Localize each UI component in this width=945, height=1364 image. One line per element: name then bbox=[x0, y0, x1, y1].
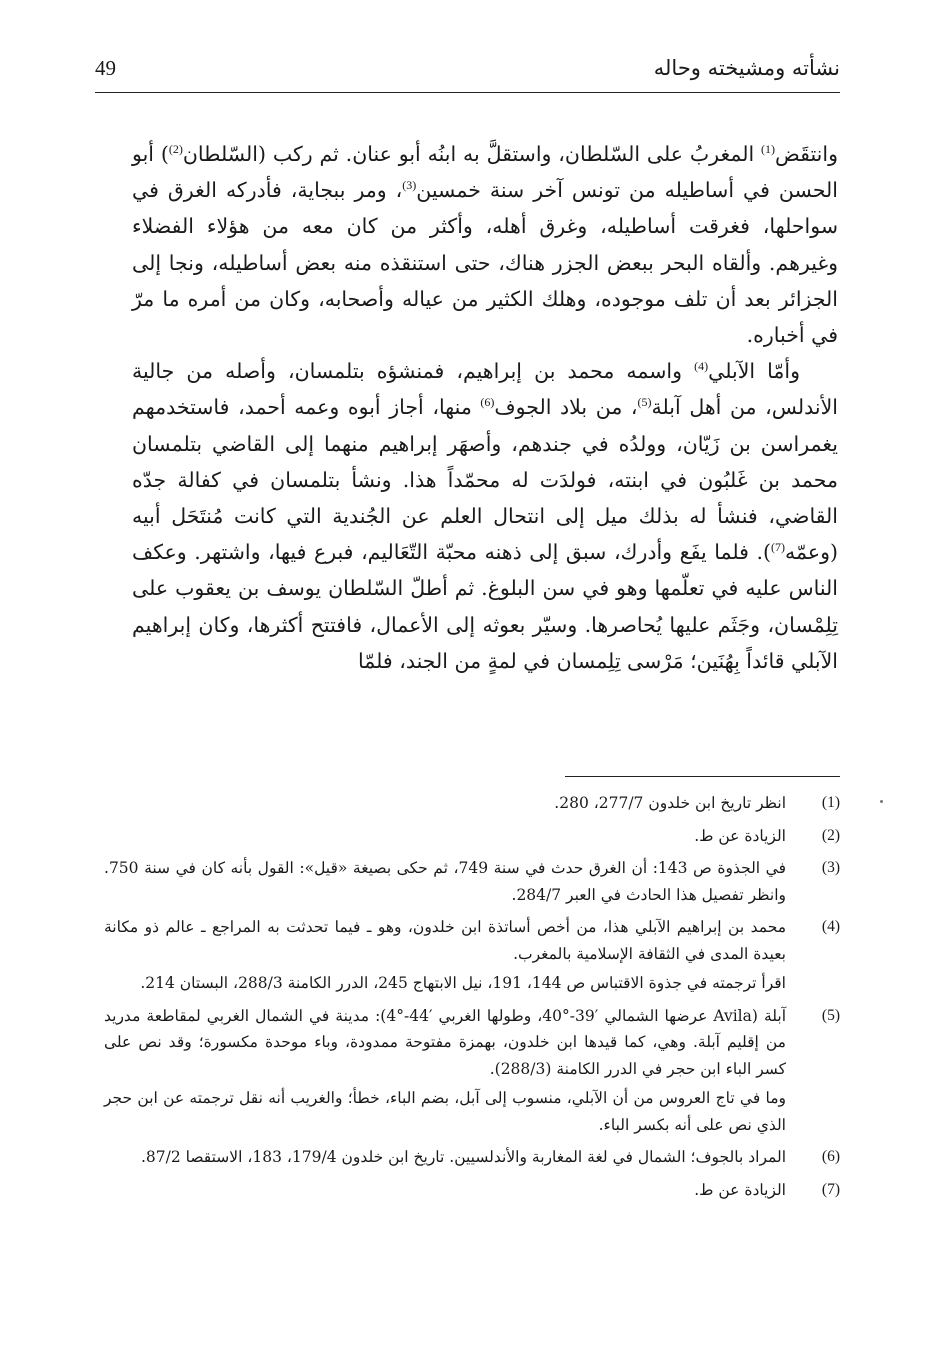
footnote-text: الزيادة عن ط. bbox=[694, 826, 786, 845]
footnote-number: (6) bbox=[821, 1148, 840, 1165]
footnote-text: محمد بن إبراهيم الآبلي هذا، من أخص أساتذة ابن خلدون، وهو ـ فيما تحدثت به المراجع ـ عالم ذو مكانة بعيدة المدى في الثقافة الإسلامية بالمغرب. bbox=[104, 918, 786, 963]
scan-speck bbox=[880, 800, 883, 803]
footnote-body bbox=[104, 823, 786, 850]
footnote-number: (3) bbox=[821, 859, 840, 876]
footnote-text: في الجذوة ص 143: أن الغرق حدث في سنة 749، ثم حكى بصيغة «قيل»: القول بأنه كان في سنة 750. وانظر تفصيل هذا الحادث في العبر 284/7. bbox=[104, 859, 786, 904]
footnote-marker: (6) bbox=[480, 395, 495, 410]
text-run: ، من بلاد الجوف bbox=[494, 395, 638, 420]
body-paragraph bbox=[132, 136, 838, 353]
footnote-number: (1) bbox=[821, 794, 840, 811]
footnote-item bbox=[104, 914, 840, 997]
text-run: المغربُ على السّلطان، واستقلَّ به ابنُه أبو عنان. ثم ركب (السّلطان bbox=[182, 142, 762, 166]
text-run: ) أبو الحسن في أساطيله من تونس آخر سنة خمسين bbox=[132, 142, 838, 203]
footnote-item bbox=[104, 1177, 840, 1204]
footnote-number: (4) bbox=[821, 918, 840, 935]
footnote-marker: (5) bbox=[637, 395, 652, 410]
footnote-body bbox=[104, 1144, 786, 1171]
text-run: وأمّا الآبلي bbox=[708, 359, 800, 384]
footnote-item bbox=[104, 1003, 840, 1139]
footnote-text: اقرأ ترجمته في جذوة الاقتباس ص 144، 191، نيل الابتهاج 245، الدرر الكامنة 288/3، البستان 214. bbox=[140, 974, 786, 992]
text-run: ). فلما يفَع وأدرك، سبق إلى ذهنه محبّة التّعَاليم، فبرع فيها، واشتهر. وعكف الناس عليه في تعلّمها وهو في سن البلوغ. ثم أطلّ السّلطان يوسف بن يعقوب على تِلِمْسان، وجَثَم عليها يُحاصرها. وسيّر بعوثه إلى الأعمال، فافتتح أكثرها، وكان إبراهيم الآبلي قائداً بِهُنَين؛ مَرْسى تِلِمسان في لمةٍ من الجند، فلمّا bbox=[132, 540, 838, 673]
footnote-body bbox=[104, 1177, 786, 1204]
footnote-marker: (7) bbox=[771, 540, 786, 555]
footnote-number: (7) bbox=[821, 1180, 840, 1198]
footnote-separator bbox=[565, 776, 840, 777]
footnote-marker: (1) bbox=[761, 142, 776, 156]
footnote-item bbox=[104, 855, 840, 908]
page-number: 49 bbox=[95, 56, 116, 80]
footnote-marker: (2) bbox=[168, 142, 183, 156]
text-run: وانتقَض bbox=[775, 142, 838, 166]
header-rule bbox=[95, 92, 840, 93]
footnote-item bbox=[104, 790, 840, 817]
footnote-text: آبلة (Avila عرضها الشمالي ′39-°40، وطولها الغربي ′44-°4): مدينة في الشمال الغربي لمقاطعة مدريد من إقليم آبلة. وهي، كما قيدها ابن خلدون، بهمزة مفتوحة ممدودة، وباء موحدة مكسورة؛ وقد نص على كسر الباء ابن حجر في الدرر الكامنة (288/3). bbox=[104, 1006, 787, 1078]
footnote-body bbox=[104, 855, 786, 908]
chapter-title: نشأته ومشيخته وحاله bbox=[653, 56, 840, 80]
text-run: منها، أجاز أبوه وعمه أحمد، فاستخدمهم يغمراسن بن زَيّان، وولدُه في جندهم، وأصهَر إبراهيم منهما إلى القاضي بتلمسان محمد بن غَلبُون في ابنته، فولدَت له محمّداً هذا. ونشأ بتلمسان في كفالة جدّه القاضي، فنشأ له بذلك ميل إلى انتحال العلم عن الجُندية التي كانت مُنتَحَل أبيه (وعمّه bbox=[132, 395, 838, 565]
text-run: واسمه محمد بن إبراهيم، فمنشؤه بتلمسان، وأصله من جالية الأندلس، من أهل آبلة bbox=[132, 359, 838, 420]
footnote-item bbox=[104, 1144, 840, 1171]
footnote-body bbox=[104, 914, 786, 997]
running-header bbox=[95, 56, 840, 86]
footnote-body bbox=[104, 1003, 786, 1139]
footnote-marker: (3) bbox=[402, 178, 417, 193]
footnote-number: (2) bbox=[821, 826, 840, 844]
footnote-number: (5) bbox=[821, 1006, 840, 1024]
body-paragraph bbox=[132, 353, 838, 679]
main-text bbox=[132, 136, 838, 679]
footnotes bbox=[104, 790, 840, 1209]
text-run: ، ومر ببجاية، فأدركه الغرق في سواحلها، فغرقت أساطيله، وغرق أهله، وأكثر من كان معه من هؤلاء الفضلاء وغيرهم. وألقاه البحر ببعض الجزر هناك، حتى استنقذه منه بعض أساطيله، ونجا إلى الجزائر بعد أن تلف موجوده، وهلك الكثير من عياله وأصحابه، وكان من أمره ما مرّ في أخباره. bbox=[132, 178, 838, 348]
footnote-text: وما في تاج العروس من أن الآبلي، منسوب إلى آبل، بضم الباء، خطأ؛ والغريب أنه نقل ترجمته عن ابن حجر الذي نص على أنه بكسر الباء. bbox=[104, 1089, 786, 1134]
footnote-text: المراد بالجوف؛ الشمال في لغة المغاربة والأندلسيين. تاريخ ابن خلدون 179/4، 183، الاستقصا 87/2. bbox=[140, 1148, 786, 1166]
footnote-body bbox=[104, 790, 786, 817]
footnote-text: الزيادة عن ط. bbox=[694, 1180, 786, 1199]
footnote-text: انظر تاريخ ابن خلدون 277/7، 280. bbox=[554, 794, 786, 812]
footnote-marker: (4) bbox=[694, 359, 709, 374]
footnote-item bbox=[104, 823, 840, 850]
